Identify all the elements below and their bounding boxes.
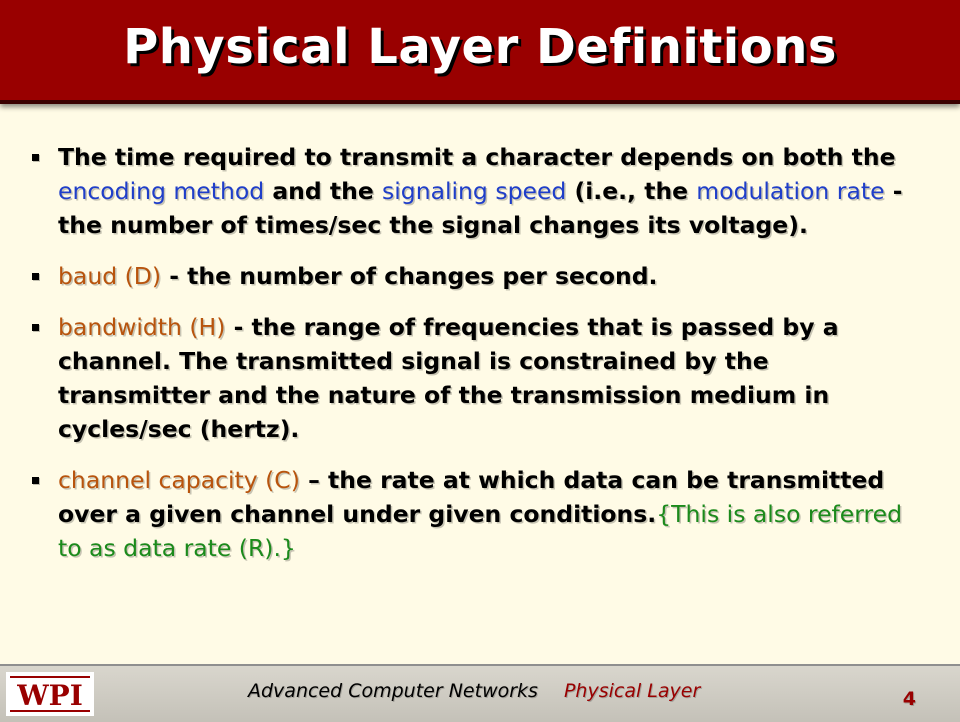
bullet-item — [30, 463, 920, 565]
bullet-item — [30, 140, 920, 242]
term-baud: baud (D) — [58, 262, 162, 290]
bullet-text: – the rate at which data can be transmitted over a given channel under given conditions. — [58, 466, 885, 528]
term-channel-capacity: channel capacity (C) — [58, 466, 300, 494]
bullet-marker-icon — [32, 154, 39, 161]
footer-caption — [248, 680, 700, 702]
bullet-marker-icon — [32, 477, 39, 484]
wpi-logo-icon — [6, 672, 94, 716]
term-bandwidth: bandwidth (H) — [58, 313, 226, 341]
slide-title: Physical Layer Definitions — [123, 19, 837, 75]
bullet-text: and the — [264, 177, 382, 205]
bullet-text: - the number of changes per second. — [161, 262, 658, 290]
lecture-topic: Physical Layer — [563, 680, 701, 702]
page-number: 4 — [902, 688, 916, 710]
logo-text: WPI — [17, 679, 83, 712]
bullet-marker-icon — [32, 324, 39, 331]
title-bar — [0, 0, 960, 104]
bullet-item — [30, 259, 920, 293]
bullet-text: (i.e., the — [566, 177, 697, 205]
bullet-text: - the range of frequencies that is passed by a channel. The transmitted signal is constrained by the transmitter and the nature of the transmission medium in cycles/sec (hertz). — [58, 313, 839, 443]
slide-footer — [0, 664, 960, 722]
bullet-text: - the number of times/sec the signal changes its voltage). — [58, 177, 903, 239]
course-name: Advanced Computer Networks — [248, 680, 538, 702]
term-signaling-speed: signaling speed — [382, 177, 567, 205]
term-modulation-rate: modulation rate — [696, 177, 885, 205]
bullet-list — [30, 140, 920, 582]
bullet-marker-icon — [32, 273, 39, 280]
bullet-text: The time required to transmit a character depends on both the — [58, 143, 896, 171]
bullet-item — [30, 310, 920, 446]
data-rate-note: {This is also referred to as data rate (R).} — [58, 500, 903, 562]
term-encoding-method: encoding method — [58, 177, 265, 205]
